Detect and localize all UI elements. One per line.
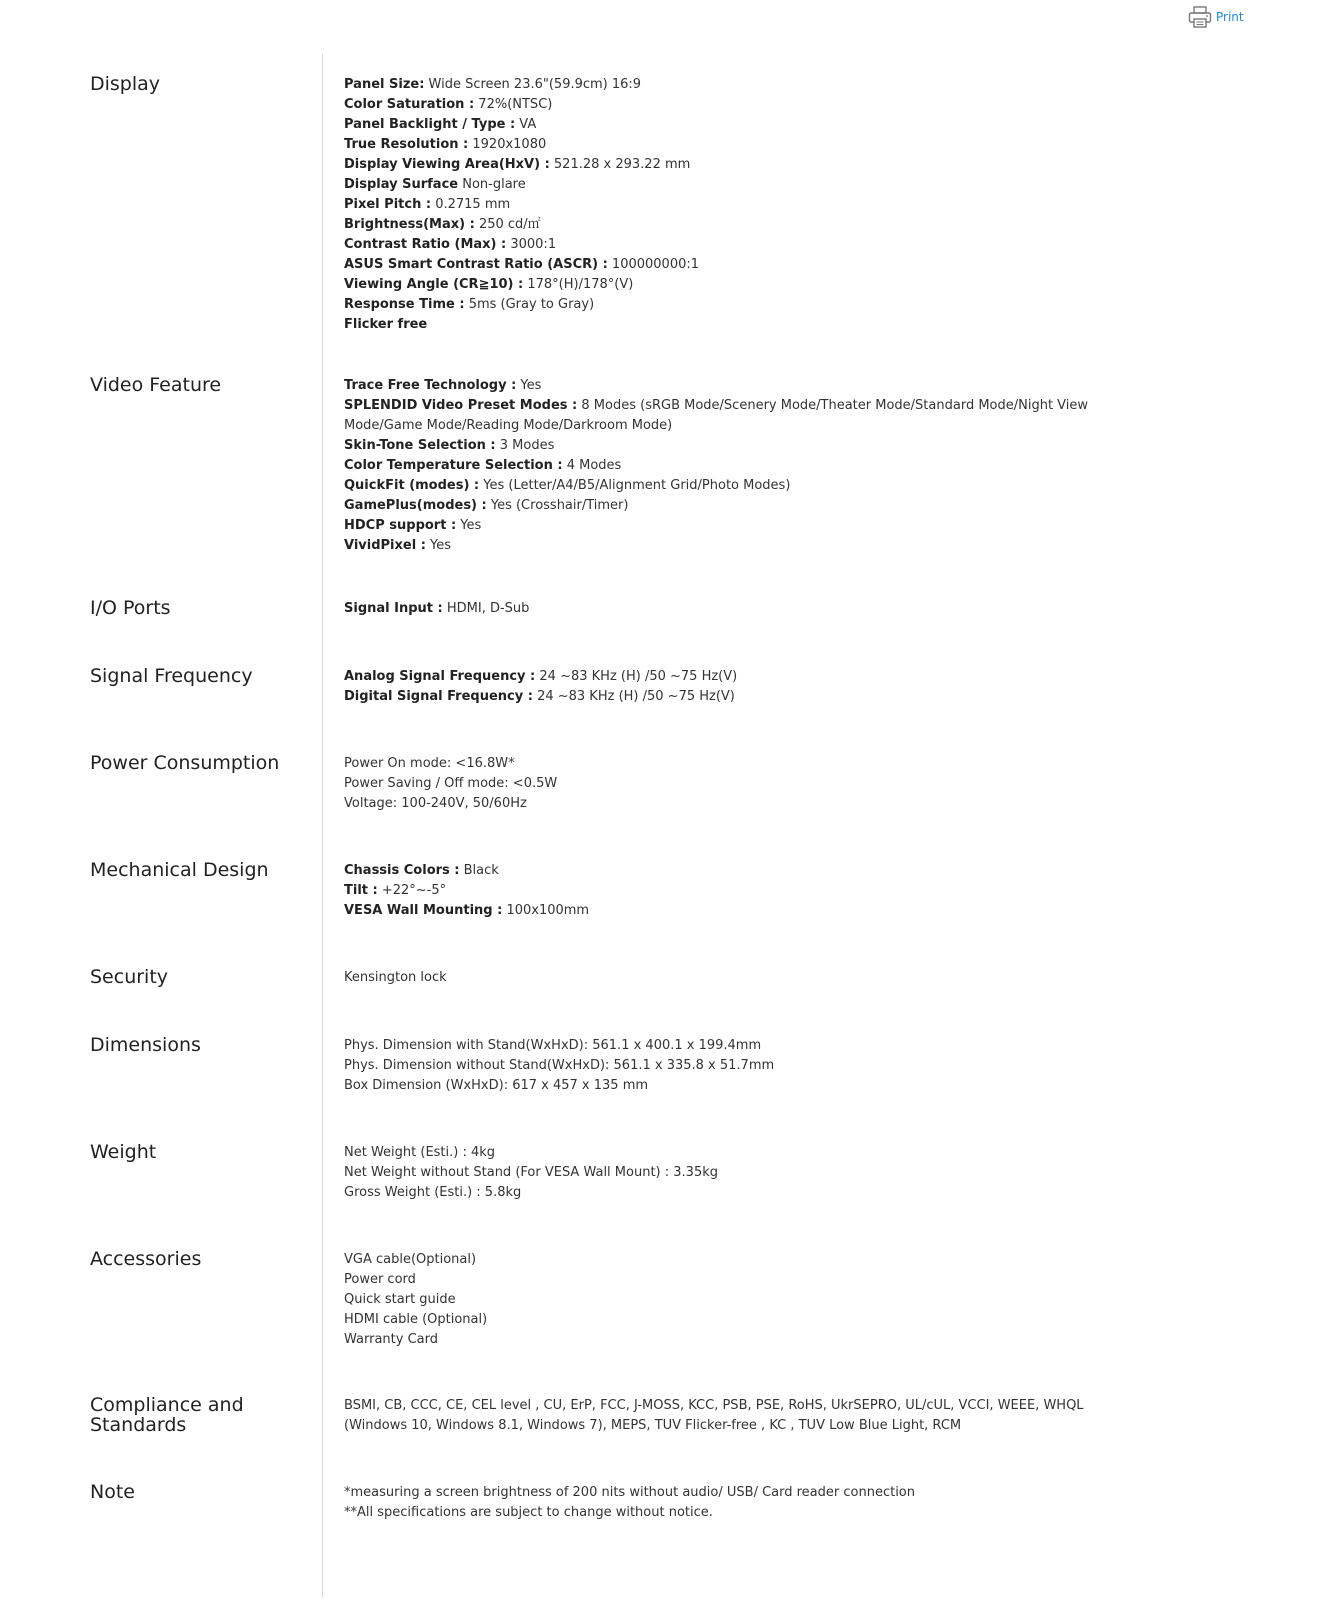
spec-value: Net Weight without Stand (For VESA Wall Mount) : 3.35kg [344,1165,718,1180]
spec-line [344,1290,1144,1310]
spec-line [344,1183,1144,1203]
spec-line [344,536,1144,556]
spec-value: VA [515,117,537,132]
spec-key: Chassis Colors : [344,863,460,878]
spec-line [344,175,1144,195]
spec-values-display [344,75,1144,335]
spec-key: Response Time : [344,297,465,312]
spec-values-note [344,1483,1144,1523]
spec-key: GamePlus(modes) : [344,498,487,513]
spec-label-security: Security [90,966,169,988]
spec-value: Yes (Crosshair/Timer) [486,498,629,513]
spec-values-compliance [344,1396,1144,1436]
spec-label-signal-frequency: Signal Frequency [90,665,253,687]
spec-value: Phys. Dimension with Stand(WxHxD): 561.1 x 400.1 x 199.4mm [344,1038,762,1053]
spec-label-io-ports: I/O Ports [90,597,171,619]
spec-line [344,1036,1144,1056]
spec-value: VGA cable(Optional) [344,1252,477,1267]
spec-line [344,1056,1144,1076]
spec-value: Quick start guide [344,1292,456,1307]
spec-values-accessories [344,1250,1144,1350]
printer-icon [1188,6,1212,28]
print-label[interactable]: Print [1216,10,1244,24]
spec-line [344,599,1144,619]
spec-line [344,1310,1144,1330]
spec-line [344,774,1144,794]
spec-key: VividPixel : [344,538,426,553]
spec-key: Color Saturation : [344,97,475,112]
spec-line [344,667,1144,687]
spec-value: Power On mode: <16.8W* [344,756,515,771]
spec-key: Digital Signal Frequency : [344,689,533,704]
spec-line [344,115,1144,135]
spec-value: 4 Modes [562,458,622,473]
spec-line [344,396,1144,436]
spec-value: Voltage: 100-240V, 50/60Hz [344,796,527,811]
spec-key: Signal Input : [344,601,443,616]
spec-row-compliance [0,1377,1341,1464]
spec-values-io-ports [344,599,1144,619]
spec-line [344,75,1144,95]
spec-row-dimensions [0,1017,1341,1124]
spec-value: Power cord [344,1272,416,1287]
spec-label-display: Display [90,73,161,95]
spec-line [344,881,1144,901]
spec-values-video-feature [344,376,1144,556]
spec-values-security [344,968,1144,988]
spec-value: HDMI cable (Optional) [344,1312,488,1327]
spec-line [344,255,1144,275]
spec-line [344,456,1144,476]
spec-line [344,195,1144,215]
spec-line [344,95,1144,115]
spec-line [344,376,1144,396]
spec-line [344,968,1144,988]
spec-value: 24 ~83 KHz (H) /50 ~75 Hz(V) [535,669,738,684]
spec-value: 3000:1 [506,237,557,252]
spec-value: Net Weight (Esti.) : 4kg [344,1145,496,1160]
spec-value: 250 cd/㎡ [474,217,541,232]
spec-line [344,794,1144,814]
spec-values-dimensions [344,1036,1144,1096]
spec-value: Wide Screen 23.6"(59.9cm) 16:9 [424,77,642,92]
spec-line [344,436,1144,456]
spec-value: BSMI, CB, CCC, CE, CEL level , CU, ErP, FCC, J-MOSS, KCC, PSB, PSE, RoHS, UkrSEPRO, UL/cUL, VCCI, WEEE, WHQL (Windows 10, Windows 8.1, Windows 7), MEPS, TUV Flicker-free , KC , TUV Low Blue Light, RCM [344,1398,1084,1433]
spec-key: VESA Wall Mounting : [344,903,503,918]
spec-key: Display Viewing Area(HxV) : [344,157,550,172]
spec-row-power-consumption [0,735,1341,842]
spec-label-accessories: Accessories [90,1248,202,1270]
spec-value: Yes [516,378,542,393]
spec-label-compliance: Compliance and Standards [90,1394,244,1436]
spec-key: Contrast Ratio (Max) : [344,237,507,252]
spec-key: Analog Signal Frequency : [344,669,536,684]
spec-row-signal-frequency [0,648,1341,735]
spec-value: Yes [456,518,482,533]
spec-values-power-consumption [344,754,1144,814]
spec-key: Trace Free Technology : [344,378,517,393]
spec-label-power-consumption: Power Consumption [90,752,280,774]
spec-value: Non-glare [458,177,526,192]
spec-line [344,496,1144,516]
spec-line [344,516,1144,536]
spec-line [344,1250,1144,1270]
spec-values-mechanical-design [344,861,1144,921]
spec-key: HDCP support : [344,518,457,533]
spec-line [344,901,1144,921]
spec-line [344,1503,1144,1523]
spec-key: QuickFit (modes) : [344,478,480,493]
spec-label-note: Note [90,1481,135,1503]
spec-values-signal-frequency [344,667,1144,707]
spec-line [344,275,1144,295]
spec-row-video-feature [0,357,1341,580]
spec-line [344,1270,1144,1290]
spec-value: Gross Weight (Esti.) : 5.8kg [344,1185,522,1200]
spec-line [344,1076,1144,1096]
spec-row-mechanical-design [0,842,1341,949]
spec-key: Viewing Angle (CR≧10) : [344,277,524,292]
spec-value: Black [459,863,499,878]
spec-key: True Resolution : [344,137,469,152]
spec-key: Color Temperature Selection : [344,458,563,473]
spec-line [344,476,1144,496]
spec-line [344,1396,1144,1436]
spec-value: Phys. Dimension without Stand(WxHxD): 561.1 x 335.8 x 51.7mm [344,1058,775,1073]
spec-line [344,155,1144,175]
spec-key: Panel Size: [344,77,425,92]
spec-value: HDMI, D-Sub [442,601,530,616]
spec-row-display [0,56,1341,357]
spec-value: Yes [425,538,452,553]
spec-line [344,861,1144,881]
spec-value: 3 Modes [495,438,555,453]
spec-value: 100x100mm [502,903,590,918]
spec-key: ASUS Smart Contrast Ratio (ASCR) : [344,257,608,272]
spec-key: SPLENDID Video Preset Modes : [344,398,578,413]
spec-value: Warranty Card [344,1332,438,1347]
spec-line [344,1163,1144,1183]
spec-value: 100000000:1 [607,257,700,272]
spec-value: 5ms (Gray to Gray) [464,297,595,312]
print-button[interactable] [1188,6,1244,28]
spec-label-dimensions: Dimensions [90,1034,201,1056]
spec-value: 8 Modes (sRGB Mode/Scenery Mode/Theater Mode/Standard Mode/Night View Mode/Game Mode/Reading Mode/Darkroom Mode) [344,398,1089,433]
spec-row-io-ports [0,580,1341,648]
spec-value: *measuring a screen brightness of 200 nits without audio/ USB/ Card reader connection [344,1485,915,1500]
spec-row-weight [0,1124,1341,1231]
spec-value: 178°(H)/178°(V) [523,277,634,292]
spec-row-note [0,1464,1341,1551]
spec-value: Kensington lock [344,970,447,985]
spec-value: 24 ~83 KHz (H) /50 ~75 Hz(V) [532,689,735,704]
spec-value: **All specifications are subject to change without notice. [344,1505,713,1520]
spec-key: Tilt : [344,883,378,898]
spec-value: Box Dimension (WxHxD): 617 x 457 x 135 mm [344,1078,649,1093]
spec-label-mechanical-design: Mechanical Design [90,859,269,881]
spec-key: Panel Backlight / Type : [344,117,516,132]
spec-value: +22°~-5° [377,883,447,898]
spec-line [344,135,1144,155]
spec-key: Brightness(Max) : [344,217,475,232]
spec-key: Skin-Tone Selection : [344,438,496,453]
spec-line [344,315,1144,335]
spec-line [344,235,1144,255]
spec-value: 0.2715 mm [431,197,511,212]
spec-key: Flicker free [344,317,428,332]
spec-line [344,754,1144,774]
spec-key: Pixel Pitch : [344,197,432,212]
spec-line [344,687,1144,707]
spec-row-security [0,949,1341,1017]
spec-value: Power Saving / Off mode: <0.5W [344,776,558,791]
spec-value: 1920x1080 [468,137,547,152]
spec-value: 72%(NTSC) [474,97,553,112]
spec-value: Yes (Letter/A4/B5/Alignment Grid/Photo Modes) [479,478,791,493]
spec-line [344,1143,1144,1163]
spec-line [344,1483,1144,1503]
spec-key: Display Surface [344,177,459,192]
spec-label-video-feature: Video Feature [90,374,222,396]
spec-values-weight [344,1143,1144,1203]
spec-line [344,215,1144,235]
spec-label-weight: Weight [90,1141,157,1163]
spec-row-accessories [0,1231,1341,1377]
spec-line [344,295,1144,315]
spec-line [344,1330,1144,1350]
spec-value: 521.28 x 293.22 mm [549,157,691,172]
